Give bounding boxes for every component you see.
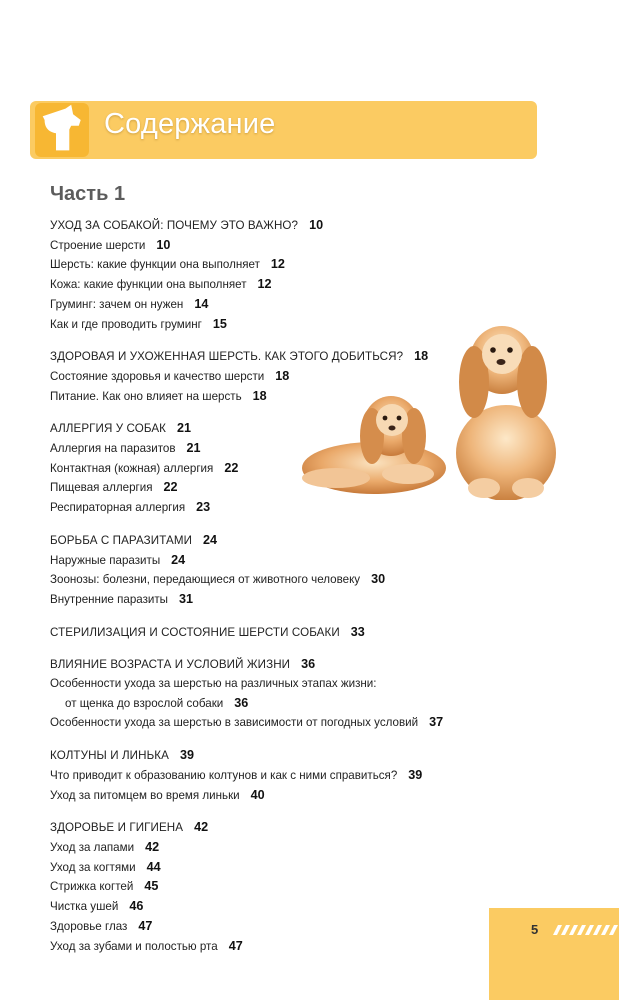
page-ref: 42: [145, 839, 160, 854]
page-ref: 39: [180, 748, 195, 763]
page-ref: 40: [250, 787, 265, 802]
toc-item[interactable]: Особенности ухода за шерстью в зависимости от погодных условий 37: [50, 715, 444, 730]
toc-section-heading[interactable]: ЗДОРОВЬЕ И ГИГИЕНА 42: [50, 820, 209, 835]
page-ref: 39: [408, 767, 423, 782]
page-ref: 10: [309, 218, 324, 232]
part-title: Часть 1: [50, 183, 126, 205]
toc-item[interactable]: Уход за когтями 44: [50, 859, 161, 874]
toc-item[interactable]: Контактная (кожная) аллергия 22: [50, 460, 239, 475]
toc-item-continuation[interactable]: от щенка до взрослой собаки 36: [65, 695, 249, 710]
toc-section: [50, 746, 490, 805]
page-ref: 24: [203, 532, 218, 547]
page-ref: 44: [146, 859, 161, 874]
page-ref: 36: [234, 695, 249, 710]
page-ref: 45: [144, 879, 159, 894]
toc-item[interactable]: Особенности ухода за шерстью на различных этапах жизни:: [50, 677, 377, 691]
toc-item[interactable]: Уход за зубами и полостью рта 47: [50, 938, 243, 953]
toc-section-heading[interactable]: АЛЛЕРГИЯ У СОБАК 21: [50, 421, 192, 436]
toc-item[interactable]: Груминг: зачем он нужен 14: [50, 296, 209, 311]
toc-section: [50, 818, 490, 956]
toc-section: [50, 216, 490, 334]
page-ref: 15: [212, 316, 227, 331]
toc-section-heading[interactable]: КОЛТУНЫ И ЛИНЬКА 39: [50, 748, 195, 763]
page-number: 5: [531, 922, 539, 937]
page-ref: 33: [350, 624, 365, 639]
page-ref: 18: [252, 388, 267, 403]
toc-item[interactable]: Внутренние паразиты 31: [50, 591, 194, 606]
page-ref: 42: [194, 820, 209, 835]
toc-item[interactable]: Состояние здоровья и качество шерсти 18: [50, 368, 290, 383]
page-ref: 30: [371, 572, 386, 587]
toc-section: [50, 531, 490, 610]
page-ref: 12: [257, 277, 272, 292]
page-ref: 36: [301, 657, 316, 672]
toc-item[interactable]: Уход за лапами 42: [50, 839, 160, 854]
page-ref: 37: [429, 715, 444, 730]
toc-item[interactable]: Здоровье глаз 47: [50, 918, 153, 933]
stripes-decoration: [553, 925, 619, 935]
toc-item[interactable]: Стрижка когтей 45: [50, 879, 159, 894]
page-ref: 14: [194, 296, 209, 311]
toc-section-heading[interactable]: ЗДОРОВАЯ И УХОЖЕННАЯ ШЕРСТЬ. КАК ЭТОГО ДОБИТЬСЯ? 18: [50, 349, 429, 364]
toc-item[interactable]: Аллергия на паразитов 21: [50, 441, 201, 456]
toc-section-heading[interactable]: ВЛИЯНИЕ ВОЗРАСТА И УСЛОВИЙ ЖИЗНИ 36: [50, 657, 316, 672]
toc-item[interactable]: Наружные паразиты 24: [50, 552, 186, 567]
toc-item[interactable]: Шерсть: какие функции она выполняет 12: [50, 257, 285, 272]
page-ref: 24: [171, 552, 186, 567]
dog-head-icon: [35, 103, 89, 157]
toc-item[interactable]: Кожа: какие функции она выполняет 12: [50, 277, 272, 292]
toc-item[interactable]: Пищевая аллергия 22: [50, 480, 178, 495]
page-ref: 18: [275, 368, 290, 383]
toc-section: [50, 623, 490, 643]
cocker-spaniel-dogs-image: [296, 318, 576, 500]
footer-corner-band: [489, 908, 619, 1000]
toc-item[interactable]: Как и где проводить груминг 15: [50, 316, 227, 331]
page-ref: 46: [129, 899, 144, 914]
page-ref: 31: [179, 591, 194, 606]
page-ref: 21: [177, 421, 192, 436]
toc-item[interactable]: Уход за питомцем во время линьки 40: [50, 787, 265, 802]
page-ref: 21: [186, 441, 201, 456]
page-ref: 12: [270, 257, 285, 272]
toc-item[interactable]: Питание. Как оно влияет на шерсть 18: [50, 388, 267, 403]
toc-item[interactable]: Зоонозы: болезни, передающиеся от животного человеку 30: [50, 572, 386, 587]
toc-item[interactable]: Что приводит к образованию колтунов и как с ними справиться? 39: [50, 767, 423, 782]
toc-section-heading[interactable]: БОРЬБА С ПАРАЗИТАМИ 24: [50, 532, 218, 547]
toc-section: [50, 655, 490, 733]
toc-section-heading[interactable]: УХОД ЗА СОБАКОЙ: ПОЧЕМУ ЭТО ВАЖНО? 10: [50, 218, 324, 232]
toc-item[interactable]: Респираторная аллергия 23: [50, 500, 211, 515]
page-ref: 10: [156, 237, 171, 252]
page-ref: 47: [228, 938, 243, 953]
page-ref: 22: [163, 480, 178, 495]
toc-item[interactable]: Чистка ушей 46: [50, 899, 144, 914]
page-title: Содержание: [104, 108, 276, 140]
page-ref: 22: [224, 460, 239, 475]
page-ref: 18: [414, 349, 429, 364]
toc-section-heading[interactable]: СТЕРИЛИЗАЦИЯ И СОСТОЯНИЕ ШЕРСТИ СОБАКИ 33: [50, 624, 365, 639]
page-ref: 23: [196, 500, 211, 515]
page-ref: 47: [138, 918, 153, 933]
toc-item[interactable]: Строение шерсти 10: [50, 237, 171, 252]
